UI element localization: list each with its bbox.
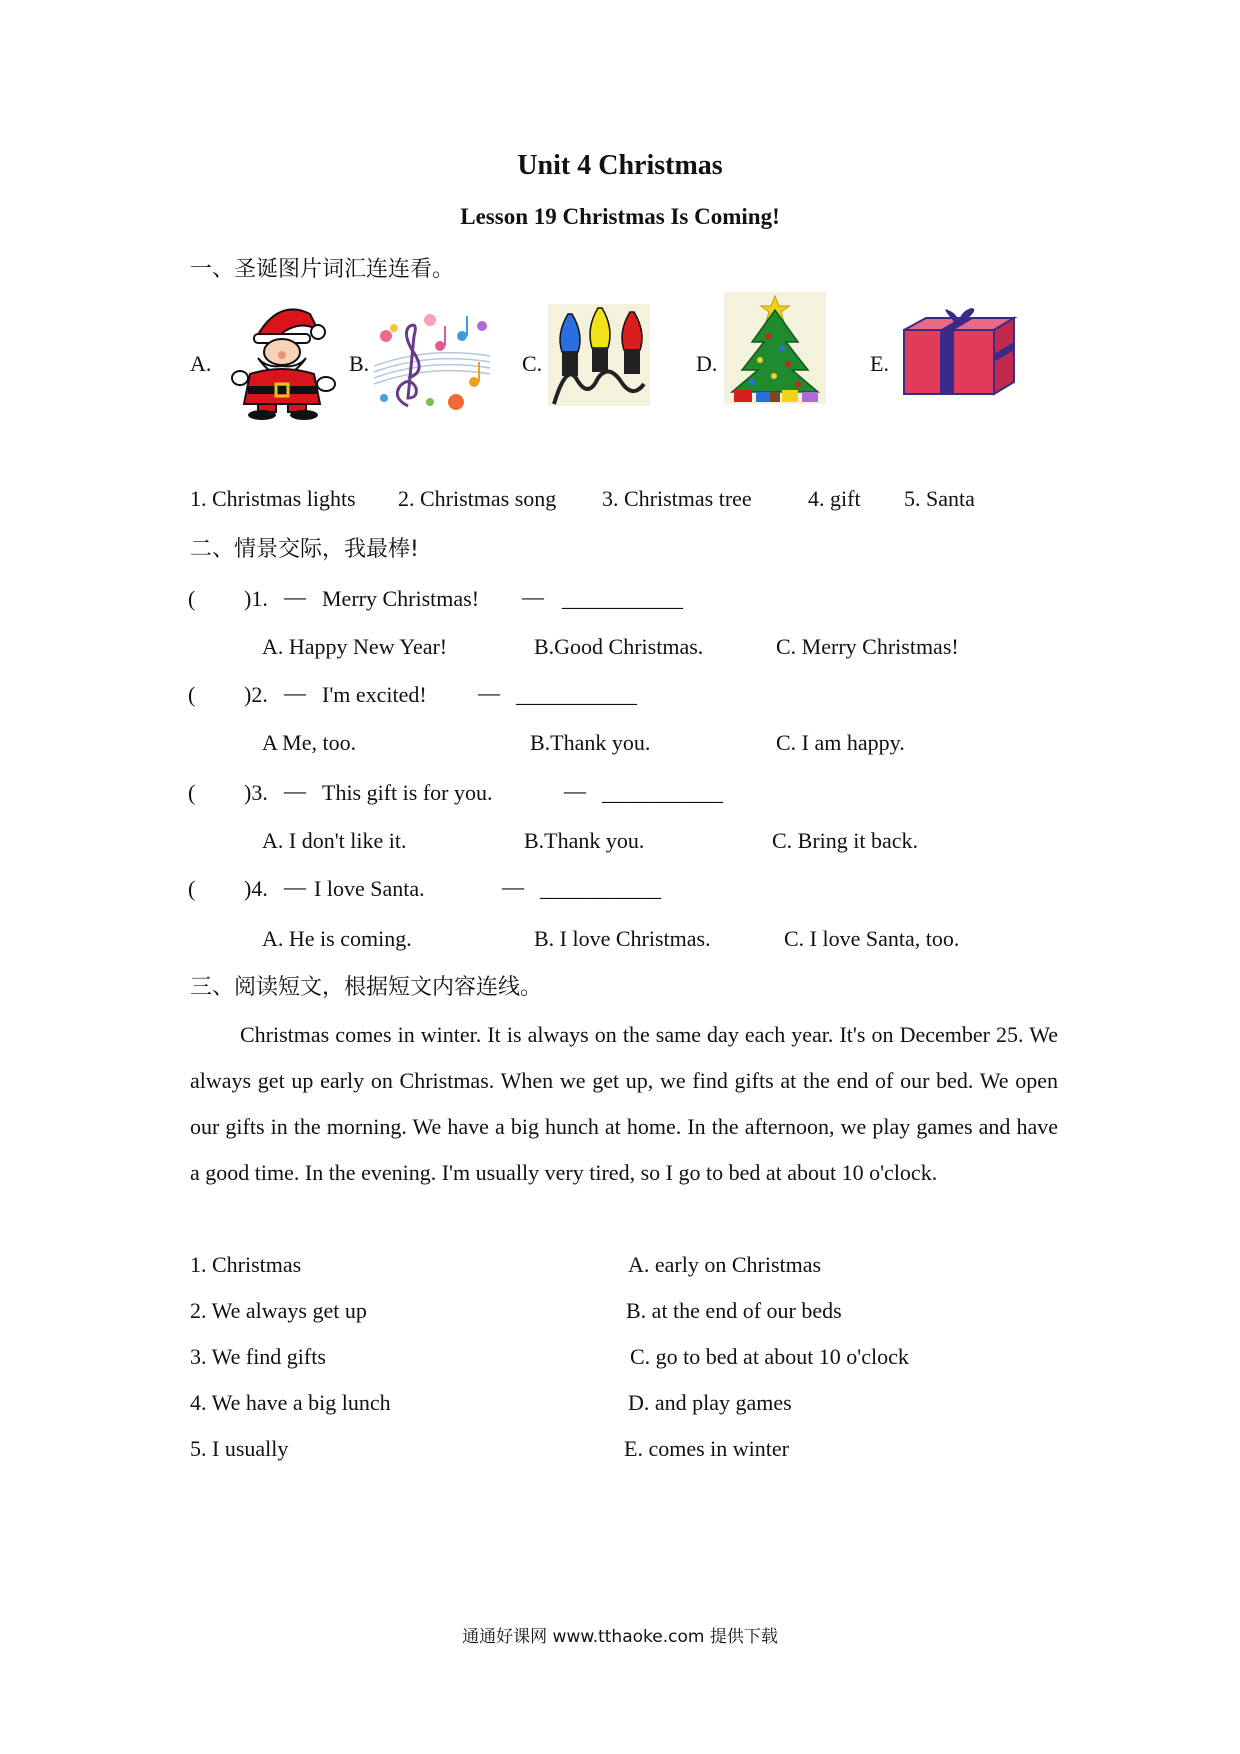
match-right-b: B. at the end of our beds [626, 1298, 842, 1323]
q1-answer-dash: — [522, 584, 544, 609]
match-left-2: 2. We always get up [190, 1298, 367, 1323]
q3-blank[interactable]: ___________ [602, 780, 723, 805]
match-left-1: 1. Christmas [190, 1252, 302, 1277]
match-left-5: 5. I usually [190, 1436, 289, 1461]
match-right-e: E. comes in winter [624, 1436, 789, 1461]
reading-passage-text: Christmas comes in winter. It is always on the same day each year. It's on December 25. We always get up early on Christmas. When we get up, we find gifts at the end of our bed. We open our gifts in the morning. We have a big hunch at home. In the afternoon, we play games and have a good time. In the evening. I'm usually very tired, so I go to bed at about 10 o'clock. [190, 1022, 1058, 1185]
q4-option-a: A. He is coming. [262, 926, 412, 951]
section3-heading: 三、阅读短文，根据短文内容连线。 [190, 975, 543, 1000]
q2-number: )2. [244, 682, 268, 707]
q2-option-a: A Me, too. [262, 730, 357, 755]
gift-box-icon [900, 306, 1018, 398]
q2-option-c: C. I am happy. [776, 730, 905, 755]
word-item-2: 2. Christmas song [398, 486, 557, 511]
q1-prompt: Merry Christmas! [322, 586, 480, 611]
match-right-c: C. go to bed at about 10 o'clock [630, 1344, 909, 1369]
q4-blank[interactable]: ___________ [540, 876, 661, 901]
q3-paren: ( [188, 780, 196, 805]
q4-dash: — [284, 874, 306, 899]
q1-option-c: C. Merry Christmas! [776, 634, 959, 659]
q4-prompt: I love Santa. [314, 876, 425, 901]
q4-answer-dash: — [502, 874, 524, 899]
section2-heading: 二、情景交际，我最棒! [190, 537, 419, 562]
q3-number: )3. [244, 780, 268, 805]
q3-option-c: C. Bring it back. [772, 828, 919, 853]
q2-dash: — [284, 680, 306, 705]
q4-paren: ( [188, 876, 196, 901]
q3-prompt: This gift is for you. [322, 780, 493, 805]
q4-number: )4. [244, 876, 268, 901]
christmas-tree-icon [724, 292, 826, 404]
word-item-5: 5. Santa [904, 486, 975, 511]
word-item-3: 3. Christmas tree [602, 486, 752, 511]
q3-answer-dash: — [564, 778, 586, 803]
q1-paren: ( [188, 586, 196, 611]
q2-blank[interactable]: ___________ [516, 682, 637, 707]
music-notes-icon [370, 306, 495, 416]
q4-option-c: C. I love Santa, too. [784, 926, 960, 951]
picture-label-e: E. [870, 351, 889, 376]
q4-option-b: B. I love Christmas. [534, 926, 711, 951]
picture-label-a: A. [190, 351, 212, 376]
q2-option-b: B.Thank you. [530, 730, 651, 755]
reading-passage [190, 1012, 1058, 1196]
word-item-4: 4. gift [808, 486, 861, 511]
word-item-1: 1. Christmas lights [190, 486, 356, 511]
q1-option-a: A. Happy New Year! [262, 634, 448, 659]
santa-icon [228, 300, 338, 420]
picture-label-d: D. [696, 351, 718, 376]
q1-blank[interactable]: ___________ [562, 586, 683, 611]
q2-paren: ( [188, 682, 196, 707]
picture-label-c: C. [522, 351, 543, 376]
q3-dash: — [284, 778, 306, 803]
q1-dash: — [284, 584, 306, 609]
match-left-3: 3. We find gifts [190, 1344, 326, 1369]
match-right-a: A. early on Christmas [628, 1252, 822, 1277]
q2-answer-dash: — [478, 680, 500, 705]
unit-title: Unit 4 Christmas [517, 150, 723, 181]
q2-prompt: I'm excited! [322, 682, 427, 707]
match-left-4: 4. We have a big lunch [190, 1390, 391, 1415]
q1-number: )1. [244, 586, 268, 611]
q3-option-a: A. I don't like it. [262, 828, 407, 853]
christmas-lights-icon [548, 304, 650, 406]
q3-option-b: B.Thank you. [524, 828, 645, 853]
section1-heading: 一、圣诞图片词汇连连看。 [190, 257, 455, 282]
match-right-d: D. and play games [628, 1390, 792, 1415]
picture-label-b: B. [349, 351, 370, 376]
page-footer: 通通好课网 www.tthaoke.com 提供下载 [462, 1627, 778, 1647]
q1-option-b: B.Good Christmas. [534, 634, 704, 659]
lesson-title: Lesson 19 Christmas Is Coming! [460, 204, 780, 229]
